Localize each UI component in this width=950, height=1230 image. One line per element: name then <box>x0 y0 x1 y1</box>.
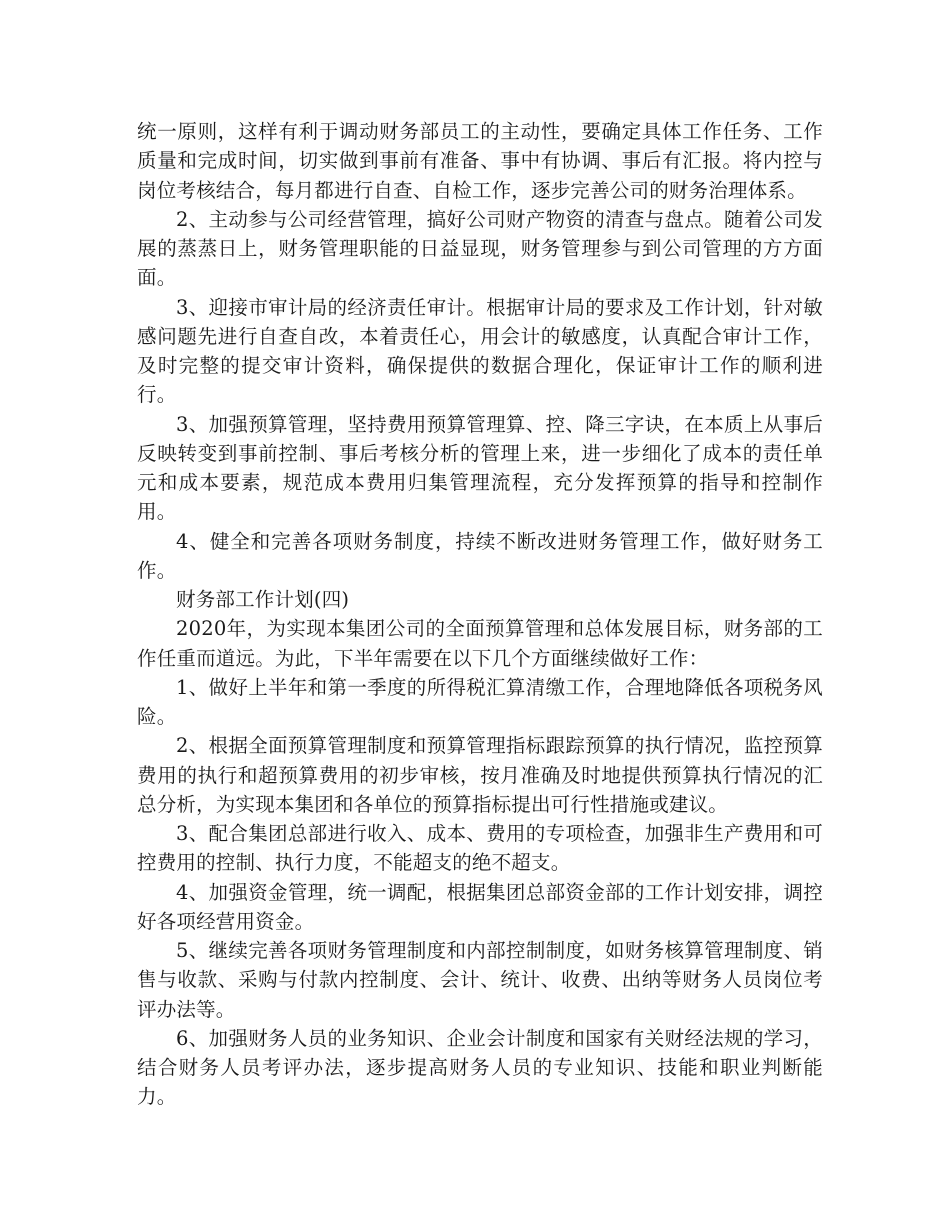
paragraph-plan-item-4: 4、加强资金管理，统一调配，根据集团总部资金部的工作计划安排，调控好各项经营用资金。 <box>137 880 823 933</box>
paragraph-plan-item-2: 2、根据全面预算管理制度和预算管理指标跟踪预算的执行情况，监控预算费用的执行和超预算费用的初步审核，按月准确及时地提供预算执行情况的汇总分析，为实现本集团和各单位的预算指标提出可行性措施或建议。 <box>137 734 823 816</box>
paragraph-item-4-systems: 4、健全和完善各项财务制度，持续不断改进财务管理工作，做好财务工作。 <box>137 529 823 582</box>
paragraph-plan-item-5: 5、继续完善各项财务管理制度和内部控制制度，如财务核算管理制度、销售与收款、采购与付款内控制度、会计、统计、收费、出纳等财务人员岗位考评办法等。 <box>137 939 823 1021</box>
paragraph-continuation: 统一原则，这样有利于调动财务部员工的主动性，要确定具体工作任务、工作质量和完成时间，切实做到事前有准备、事中有协调、事后有汇报。将内控与岗位考核结合，每月都进行自查、自检工作，逐步完善公司的财务治理体系。 <box>137 120 823 202</box>
section-heading: 财务部工作计划(四) <box>176 588 350 611</box>
paragraph-plan-item-6: 6、加强财务人员的业务知识、企业会计制度和国家有关财经法规的学习，结合财务人员考评办法，逐步提高财务人员的专业知识、技能和职业判断能力。 <box>137 1026 823 1109</box>
paragraph-plan-item-3: 3、配合集团总部进行收入、成本、费用的专项检查，加强非生产费用和可控费用的控制、执行力度，不能超支的绝不超支。 <box>137 822 823 875</box>
document-body <box>137 117 823 1112</box>
paragraph-item-2-asset-inventory: 2、主动参与公司经营管理，搞好公司财产物资的清查与盘点。随着公司发展的蒸蒸日上，财务管理职能的日益显现，财务管理参与到公司管理的方方面面。 <box>137 207 823 290</box>
paragraph-intro-2020: 2020年，为实现本集团公司的全面预算管理和总体发展目标，财务部的工作任重而道远。为此，下半年需要在以下几个方面继续做好工作： <box>137 617 823 670</box>
paragraph-item-3-audit: 3、迎接市审计局的经济责任审计。根据审计局的要求及工作计划，针对敏感问题先进行自查自改，本着责任心，用会计的敏感度，认真配合审计工作，及时完整的提交审计资料，确保提供的数据合理化，保证审计工作的顺利进行。 <box>137 295 823 407</box>
paragraph-item-3-budget: 3、加强预算管理，坚持费用预算管理算、控、降三字诀，在本质上从事后反映转变到事前控制、事后考核分析的管理上来，进一步细化了成本的责任单元和成本要素，规范成本费用归集管理流程，充分发挥预算的指导和控制作用。 <box>137 412 823 524</box>
paragraph-plan-item-1: 1、做好上半年和第一季度的所得税汇算清缴工作，合理地降低各项税务风险。 <box>137 675 823 728</box>
